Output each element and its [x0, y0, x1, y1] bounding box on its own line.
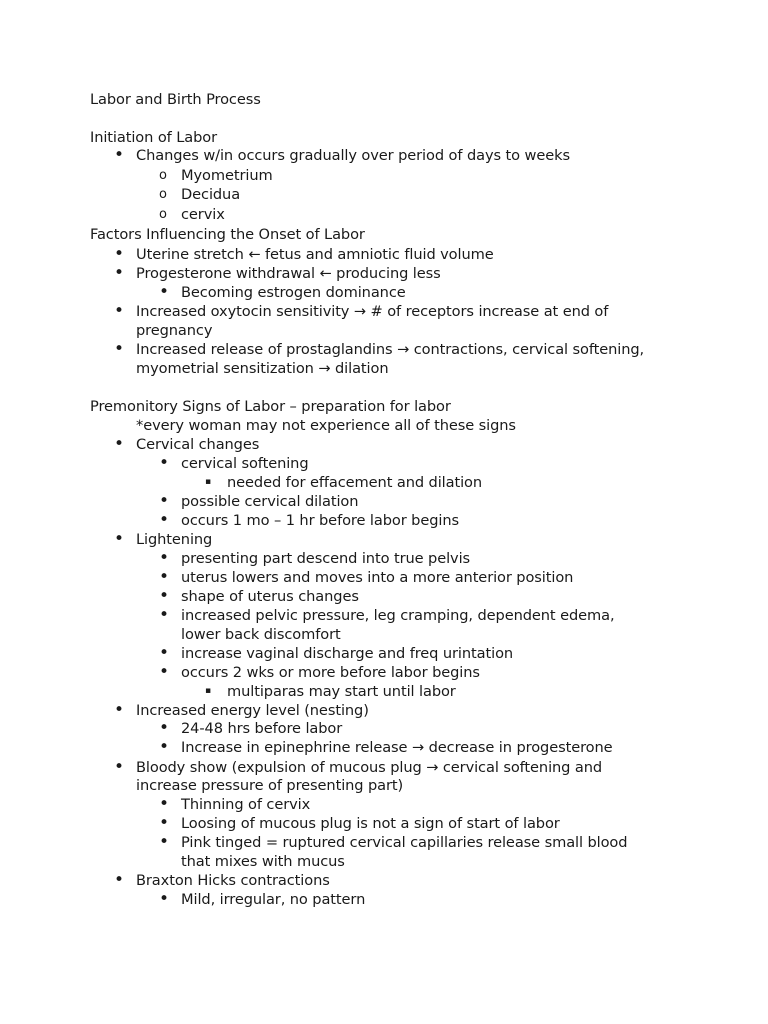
bullet-icon: • [159, 737, 170, 757]
section-heading: Labor and Birth Process [90, 91, 261, 108]
square-bullet-icon: ▪ [205, 477, 212, 487]
circle-bullet-icon: o [159, 207, 167, 222]
list-item-text: occurs 1 mo – 1 hr before labor begins [181, 512, 459, 529]
bullet-icon: • [159, 282, 170, 302]
list-item-text: Braxton Hicks contractions [136, 872, 330, 889]
list-item-text: 24-48 hrs before labor [181, 720, 343, 737]
list-item-text: shape of uterus changes [181, 588, 359, 605]
bullet-icon: • [159, 662, 170, 682]
bullet-icon: • [114, 529, 125, 549]
bullet-icon: • [159, 889, 170, 909]
circle-bullet-icon: o [159, 187, 167, 202]
list-item-text: occurs 2 wks or more before labor begins [181, 664, 480, 681]
list-item-text: Cervical changes [136, 436, 260, 453]
list-item-text: cervical softening [181, 455, 309, 472]
list-item-text: presenting part descend into true pelvis [181, 550, 471, 567]
list-item-text: pregnancy [136, 322, 213, 339]
list-item-text: Myometrium [181, 167, 273, 184]
bullet-icon: • [114, 434, 125, 454]
list-item-text: Increased oxytocin sensitivity → # of receptors increase at end of [136, 303, 609, 320]
list-item-text: *every woman may not experience all of these signs [136, 417, 516, 434]
list-item-text: lower back discomfort [181, 626, 341, 643]
list-item-text: Bloody show (expulsion of mucous plug → cervical softening and [136, 759, 603, 776]
bullet-icon: • [159, 586, 170, 606]
list-item-text: Mild, irregular, no pattern [181, 891, 366, 908]
list-item-text: Changes w/in occurs gradually over period of days to weeks [136, 147, 570, 164]
list-item-text: Uterine stretch ← fetus and amniotic fluid volume [136, 246, 494, 263]
bullet-icon: • [159, 605, 170, 625]
bullet-icon: • [159, 491, 170, 511]
list-item-text: needed for effacement and dilation [227, 474, 483, 491]
list-item-text: Decidua [181, 186, 241, 203]
list-item-text: Increased release of prostaglandins → contractions, cervical softening, [136, 341, 645, 358]
bullet-icon: • [114, 870, 125, 890]
list-item-text: increased pelvic pressure, leg cramping, dependent edema, [181, 607, 615, 624]
list-item-text: cervix [181, 206, 225, 223]
bullet-icon: • [114, 700, 125, 720]
section-heading: Factors Influencing the Onset of Labor [90, 226, 365, 243]
bullet-icon: • [114, 339, 125, 359]
list-item-text: Increased energy level (nesting) [136, 702, 369, 719]
bullet-icon: • [159, 718, 170, 738]
bullet-icon: • [159, 832, 170, 852]
list-item-text: Pink tinged = ruptured cervical capillaries release small blood [181, 834, 628, 851]
circle-bullet-icon: o [159, 168, 167, 183]
section-heading: Premonitory Signs of Labor – preparation for labor [90, 398, 451, 415]
bullet-icon: • [114, 244, 125, 264]
bullet-icon: • [159, 548, 170, 568]
bullet-icon: • [159, 643, 170, 663]
list-item-text: increase vaginal discharge and freq urintation [181, 645, 514, 662]
list-item-text: Progesterone withdrawal ← producing less [136, 265, 441, 282]
bullet-icon: • [159, 510, 170, 530]
list-item-text: Loosing of mucous plug is not a sign of start of labor [181, 815, 560, 832]
list-item-text: Becoming estrogen dominance [181, 284, 406, 301]
bullet-icon: • [159, 813, 170, 833]
bullet-icon: • [159, 794, 170, 814]
bullet-icon: • [114, 263, 125, 283]
list-item-text: Thinning of cervix [181, 796, 311, 813]
section-heading: Initiation of Labor [90, 129, 217, 146]
bullet-icon: • [114, 757, 125, 777]
list-item-text: Increase in epinephrine release → decrease in progesterone [181, 739, 613, 756]
list-item-text: increase pressure of presenting part) [136, 777, 404, 794]
list-item-text: multiparas may start until labor [227, 683, 456, 700]
list-item-text: possible cervical dilation [181, 493, 359, 510]
bullet-icon: • [114, 301, 125, 321]
list-item-text: that mixes with mucus [181, 853, 345, 870]
bullet-icon: • [114, 145, 125, 165]
bullet-icon: • [159, 567, 170, 587]
bullet-icon: • [159, 453, 170, 473]
list-item-text: myometrial sensitization → dilation [136, 360, 389, 377]
list-item-text: Lightening [136, 531, 213, 548]
list-item-text: uterus lowers and moves into a more anterior position [181, 569, 574, 586]
square-bullet-icon: ▪ [205, 686, 212, 696]
